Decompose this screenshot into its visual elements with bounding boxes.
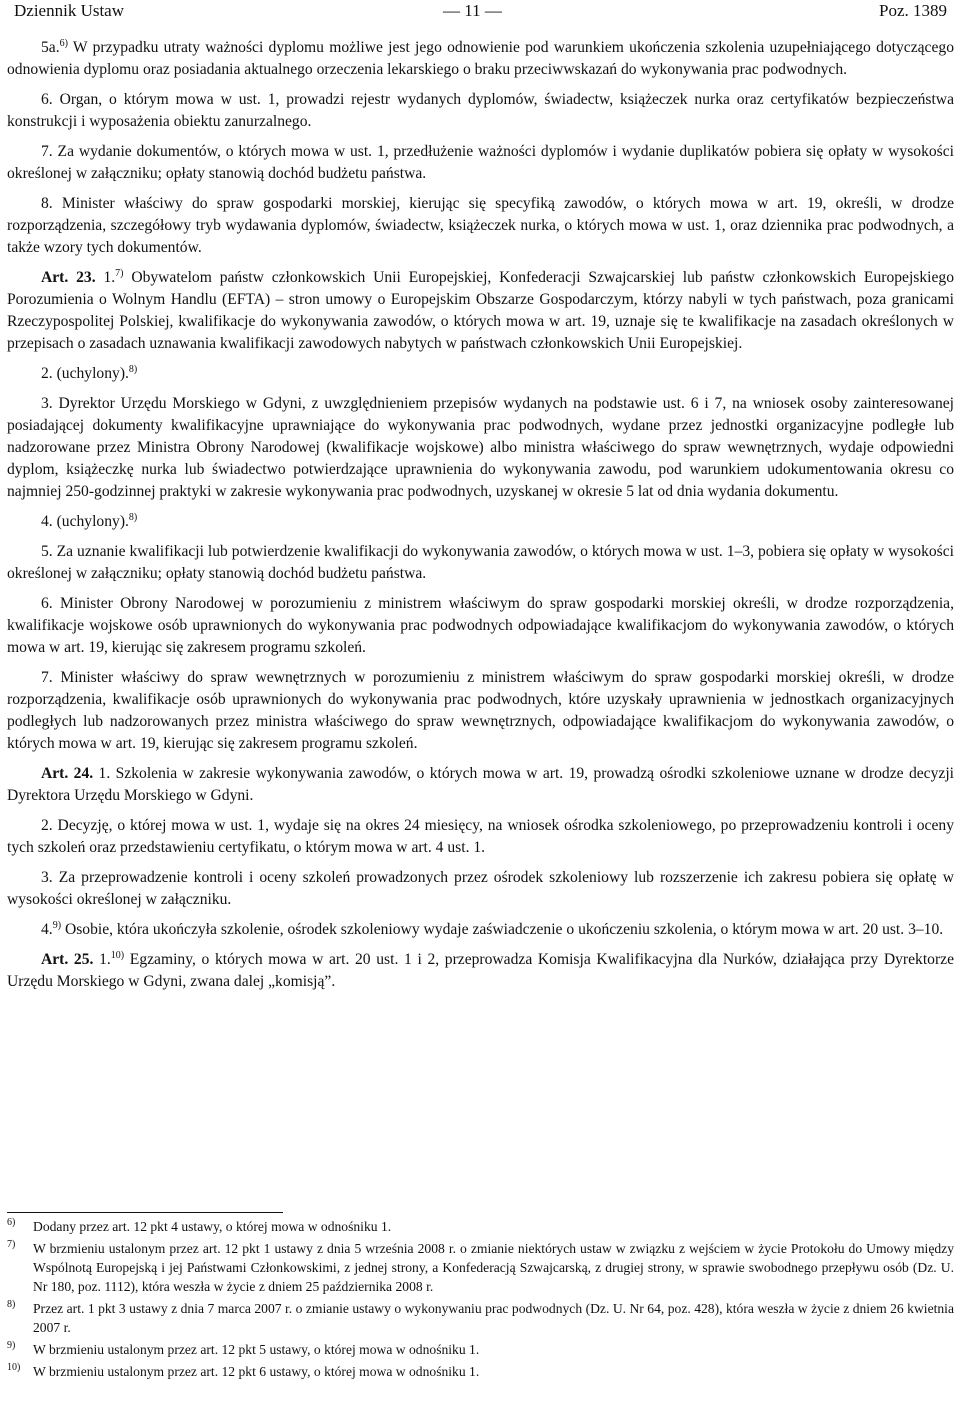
footnote-ref: 7) [115, 267, 124, 279]
paragraph [7, 363, 954, 385]
paragraph-text: 2. Decyzję, o której mowa w ust. 1, wydaje się na okres 24 miesięcy, na wniosek ośrodka szkoleniowego, po przeprowadzeniu kontroli i oceny tych szkoleń oraz przedstawieniu certyfikatu, o którym mowa w art. 4 ust. 1. [7, 817, 954, 856]
footnote-divider [7, 1212, 283, 1213]
page-header [7, 0, 954, 28]
paragraph-text: 3. Za przeprowadzenie kontroli i oceny szkoleń prowadzonych przez ośrodek szkoleniowy lub rozszerzenie ich zakresu pobiera się opłatę w wysokości określonej w załączniku. [7, 869, 954, 908]
paragraph [7, 37, 954, 81]
footnote [7, 1217, 954, 1236]
footnote [7, 1362, 954, 1381]
footnote-text: Przez art. 1 pkt 3 ustawy z dnia 7 marca 2007 r. o zmianie ustawy o wykonywaniu prac podwodnych (Dz. U. Nr 64, poz. 428), która weszła w życie z dniem 26 kwietnia 2007 r. [33, 1301, 954, 1335]
article-number: Art. 24. [41, 765, 94, 782]
paragraph-text: Egzaminy, o których mowa w art. 20 ust. 1 i 2, przeprowadza Komisja Kwalifikacyjna dla Nurków, działająca przy Dyrektorze Urzędu Morskiego w Gdyni, zwana dalej „komisją”. [7, 951, 955, 990]
paragraph [7, 393, 954, 503]
paragraph [7, 193, 954, 259]
paragraph-text: 8. Minister właściwy do spraw gospodarki morskiej, kierując się specyfiką zawodów, o których mowa w art. 19, określi, w drodze rozporządzenia, szczegółowy tryb wydawania dyplomów, świadectw, książeczek nurka, o których mowa w ust. 1, oraz dziennika prac podwodnych, a także wzory tych dokumentów. [7, 195, 954, 256]
paragraph-number: 5a. [41, 39, 60, 56]
footnote-text: W brzmieniu ustalonym przez art. 12 pkt 6 ustawy, o której mowa w odnośniku 1. [33, 1364, 480, 1379]
footnote-text: Dodany przez art. 12 pkt 4 ustawy, o której mowa w odnośniku 1. [33, 1219, 392, 1234]
page-number: — 11 — [443, 1, 502, 20]
paragraph-text: Obywatelom państw członkowskich Unii Europejskiej, Konfederacji Szwajcarskiej lub państw członkowskich Europejskiego Porozumienia o Wolnym Handlu (EFTA) – stron umowy o Europejskim Obszarze Gospodarczym, którzy nabyli w tych państwach, poza granicami Rzeczypospolitej Polskiej, kwalifikacje do wykonywania zawodów, o których mowa w art. 19, uznaje się te kwalifikacje na zasadach określonych w przepisach o zasadach uznawania kwalifikacji zawodowych nabytych w państwach członkowskich Unii Europejskiej. [7, 269, 955, 352]
footnote-ref: 10) [110, 949, 125, 961]
paragraph [7, 949, 954, 993]
footnote-ref: 8) [128, 363, 138, 375]
footnote [7, 1239, 954, 1296]
paragraph-number: 2. (uchylony). [41, 365, 129, 382]
footnote-number: 10) [7, 1362, 21, 1373]
paragraph [7, 267, 954, 355]
footnote-number: 7) [7, 1239, 16, 1250]
paragraph-text: 7. Minister właściwy do spraw wewnętrznych w porozumieniu z ministrem właściwym do spraw gospodarki morskiej określi, w drodze rozporządzenia, kwalifikacje osób uprawnionych do wykonywania prac podwodnych, które uzyskały uprawnienia w jednostkach organizacyjnych podległych lub nadzorowanych przez ministra właściwego do spraw wewnętrznych, odpowiadające kwalifikacjom do wykonywania zawodów, o których mowa w art. 19, kierując się zakresem programu szkoleń. [7, 669, 954, 752]
paragraph-number: 4. (uchylony). [41, 513, 129, 530]
document-body [7, 37, 954, 1001]
paragraph-text: 1. Szkolenia w zakresie wykonywania zawodów, o których mowa w art. 19, prowadzą ośrodki szkoleniowe uznane w drodze decyzji Dyrektora Urzędu Morskiego w Gdyni. [7, 765, 954, 804]
paragraph [7, 89, 954, 133]
journal-title: Dziennik Ustaw [14, 1, 125, 20]
paragraph-text: 5. Za uznanie kwalifikacji lub potwierdzenie kwalifikacji do wykonywania zawodów, o których mowa w ust. 1–3, pobiera się opłaty w wysokości określonej w załączniku; opłaty stanowią dochód budżetu państwa. [7, 543, 954, 582]
paragraph-text: 3. Dyrektor Urzędu Morskiego w Gdyni, z uwzględnieniem przepisów wydanych na podstawie ust. 6 i 7, na wniosek osoby zainteresowanej posiadającej dokumenty kwalifikacyjne uprawniające do wykonywania prac podwodnych, wydane przez jednostki organizacyjne podległe lub nadzorowane przez Ministra Obrony Narodowej (kwalifikacje wojskowe) albo ministra właściwego do spraw wewnętrznych, wydaje odpowiedni dyplom, książeczkę nurka lub świadectwo potwierdzające uprawnienia do wykonywania zawodu, pod warunkiem udokumentowania okresu co najmniej 250-godzinnej praktyki w zakresie wykonywania prac podwodnych, uzyskanej w okresie 5 lat od dnia wydania dokumentu. [7, 395, 954, 500]
paragraph-text: W przypadku utraty ważności dyplomu możliwe jest jego odnowienie pod warunkiem ukończenia szkolenia uzupełniającego dotyczącego odnowienia dyplomu oraz posiadania aktualnego orzeczenia lekarskiego o braku przeciwwskazań do wykonywania prac podwodnych. [7, 39, 954, 78]
paragraph-text: Osobie, która ukończyła szkolenie, ośrodek szkoleniowy wydaje zaświadczenie o ukończeniu szkolenia, o którym mowa w art. 20 ust. 3–10. [61, 921, 944, 938]
article-number: Art. 23. [41, 269, 96, 286]
footnote-ref: 6) [59, 37, 68, 49]
paragraph-number: 1. [93, 951, 111, 968]
article-number: Art. 25. [41, 951, 94, 968]
footnote-number: 8) [7, 1299, 16, 1310]
footnote-ref: 8) [128, 511, 138, 523]
footnote-number: 9) [7, 1340, 16, 1351]
footnotes [7, 1212, 954, 1384]
paragraph [7, 593, 954, 659]
paragraph [7, 763, 954, 807]
footnote-ref: 9) [52, 919, 62, 931]
position-number: Poz. 1389 [879, 1, 947, 20]
paragraph-number: 1. [95, 269, 116, 286]
footnote-number: 6) [7, 1217, 16, 1228]
footnote [7, 1299, 954, 1337]
paragraph [7, 511, 954, 533]
paragraph-number: 4. [41, 921, 53, 938]
paragraph-text: 6. Organ, o którym mowa w ust. 1, prowadzi rejestr wydanych dyplomów, świadectw, książeczek nurka oraz certyfikatów bezpieczeństwa konstrukcji i wyposażenia obiektu zanurzalnego. [7, 91, 954, 130]
footnote-text: W brzmieniu ustalonym przez art. 12 pkt 5 ustawy, o której mowa w odnośniku 1. [33, 1342, 480, 1357]
footnote [7, 1340, 954, 1359]
paragraph [7, 919, 954, 941]
paragraph [7, 667, 954, 755]
footnote-text: W brzmieniu ustalonym przez art. 12 pkt 1 ustawy z dnia 5 września 2008 r. o zmianie niektórych ustaw w związku z wejściem w życie Protokołu do Umowy między Wspólnotą Europejską i jej Państwami Członkowskimi, z jednej strony, a Konfederacją Szwajcarską, z drugiej strony, w sprawie swobodnego przepływu osób (Dz. U. Nr 180, poz. 1112), która weszła w życie z dniem 25 października 2008 r. [33, 1241, 954, 1294]
paragraph [7, 815, 954, 859]
paragraph-text: 7. Za wydanie dokumentów, o których mowa w ust. 1, przedłużenie ważności dyplomów i wydanie duplikatów pobiera się opłaty w wysokości określonej w załączniku; opłaty stanowią dochód budżetu państwa. [7, 143, 954, 182]
paragraph [7, 541, 954, 585]
paragraph [7, 141, 954, 185]
paragraph-text: 6. Minister Obrony Narodowej w porozumieniu z ministrem właściwym do spraw gospodarki morskiej określi, w drodze rozporządzenia, kwalifikacje wojskowe osób uprawnionych do wykonywania prac podwodnych odpowiadające kwalifikacjom do wykonywania zawodów, o których mowa w art. 19, kierując się zakresem programu szkoleń. [7, 595, 954, 656]
paragraph [7, 867, 954, 911]
